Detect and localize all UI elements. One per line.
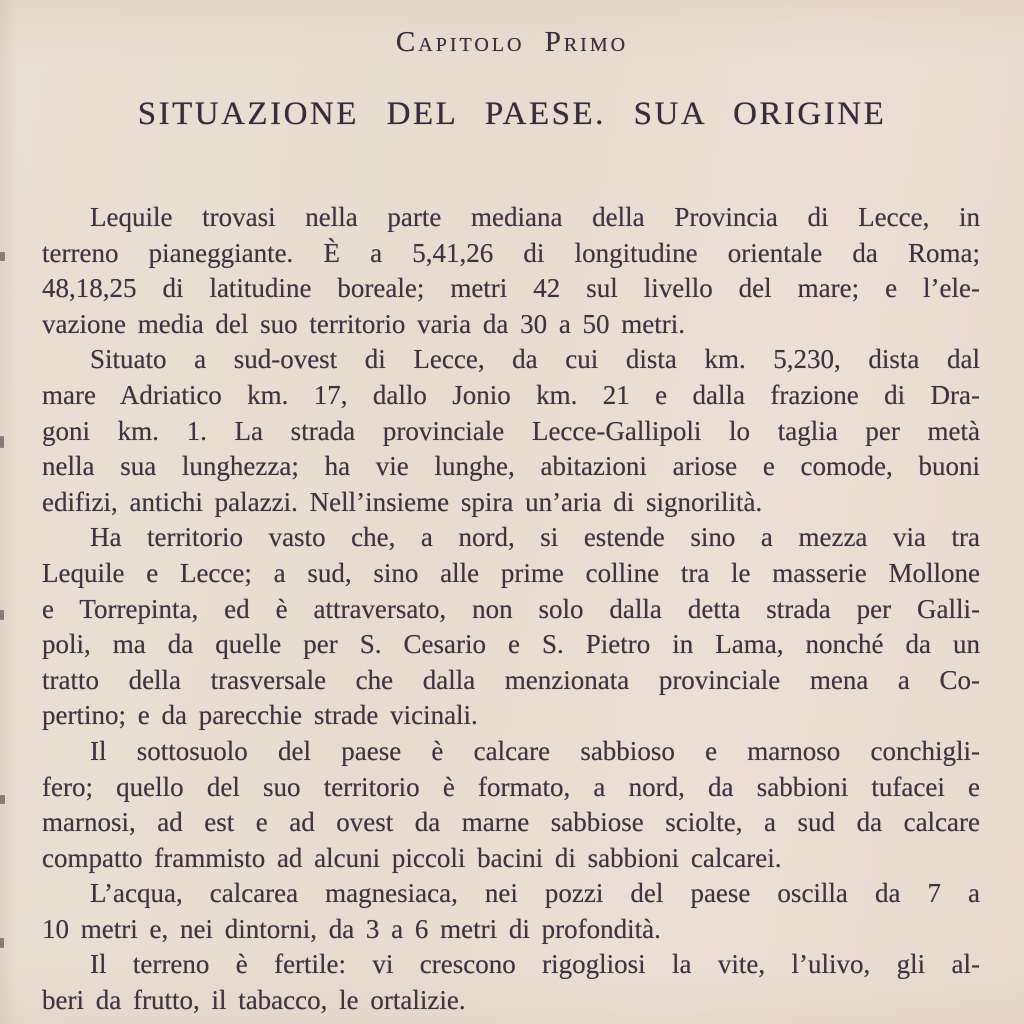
chapter-kicker: Capitolo Primo	[395, 26, 629, 58]
body-line: pertino; e da parecchie strade vicinali.	[42, 700, 478, 731]
body-line: goni km. 1. La strada provinciale Lecce-Gallipoli lo taglia per metà	[42, 415, 980, 446]
scan-speck	[0, 252, 5, 261]
body-line: edifizi, antichi palazzi. Nell’insieme spira un’aria di signorilità.	[42, 486, 763, 517]
scan-speck	[0, 610, 4, 620]
body-line: fero; quello del suo territorio è formato, a nord, da sabbioni tufacei e	[42, 771, 980, 802]
body-line: 10 metri e, nei dintorni, da 3 a 6 metri di profondità.	[42, 913, 661, 944]
body-line: L’acqua, calcarea magnesiaca, nei pozzi del paese oscilla da 7 a	[90, 878, 980, 909]
body-line: vazione media del suo territorio varia da 30 a 50 metri.	[42, 308, 686, 339]
chapter-title: SITUAZIONE DEL PAESE. SUA ORIGINE	[137, 96, 887, 132]
scan-speck	[0, 436, 4, 448]
body-line: compatto frammisto ad alcuni piccoli bacini di sabbioni calcarei.	[42, 842, 782, 873]
body-text	[42, 200, 980, 1019]
body-line: beri da frutto, il tabacco, le ortalizie.	[42, 985, 466, 1016]
body-line: terreno pianeggiante. È a 5,41,26 di longitudine orientale da Roma;	[42, 237, 980, 268]
body-line: poli, ma da quelle per S. Cesario e S. Pietro in Lama, nonché da un	[42, 629, 980, 660]
body-line: Il terreno è fertile: vi crescono rigogliosi la vite, l’ulivo, gli al-	[90, 949, 980, 980]
body-line: Ha territorio vasto che, a nord, si estende sino a mezza via tra	[90, 522, 980, 553]
body-line: e Torrepinta, ed è attraversato, non solo dalla detta strada per Galli-	[42, 593, 980, 624]
scan-speck	[0, 795, 5, 804]
body-line: Lequile e Lecce; a sud, sino alle prime colline tra le masserie Mollone	[42, 557, 980, 588]
body-line: mare Adriatico km. 17, dallo Jonio km. 21 e dalla frazione di Dra-	[42, 379, 980, 410]
body-line: 48,18,25 di latitudine boreale; metri 42 sul livello del mare; e l’ele-	[42, 273, 980, 304]
body-line: Il sottosuolo del paese è calcare sabbioso e marnoso conchigli-	[90, 735, 980, 766]
body-line: tratto della trasversale che dalla menzionata provinciale mena a Co-	[42, 664, 980, 695]
body-line: Lequile trovasi nella parte mediana della Provincia di Lecce, in	[90, 202, 980, 232]
body-line: Situato a sud-ovest di Lecce, da cui dista km. 5,230, dista dal	[90, 344, 980, 375]
body-line: marnosi, ad est e ad ovest da marne sabbiose sciolte, a sud da calcare	[42, 807, 980, 838]
body-line: nella sua lunghezza; ha vie lunghe, abitazioni ariose e comode, buoni	[42, 451, 980, 482]
scan-speck	[0, 938, 4, 948]
